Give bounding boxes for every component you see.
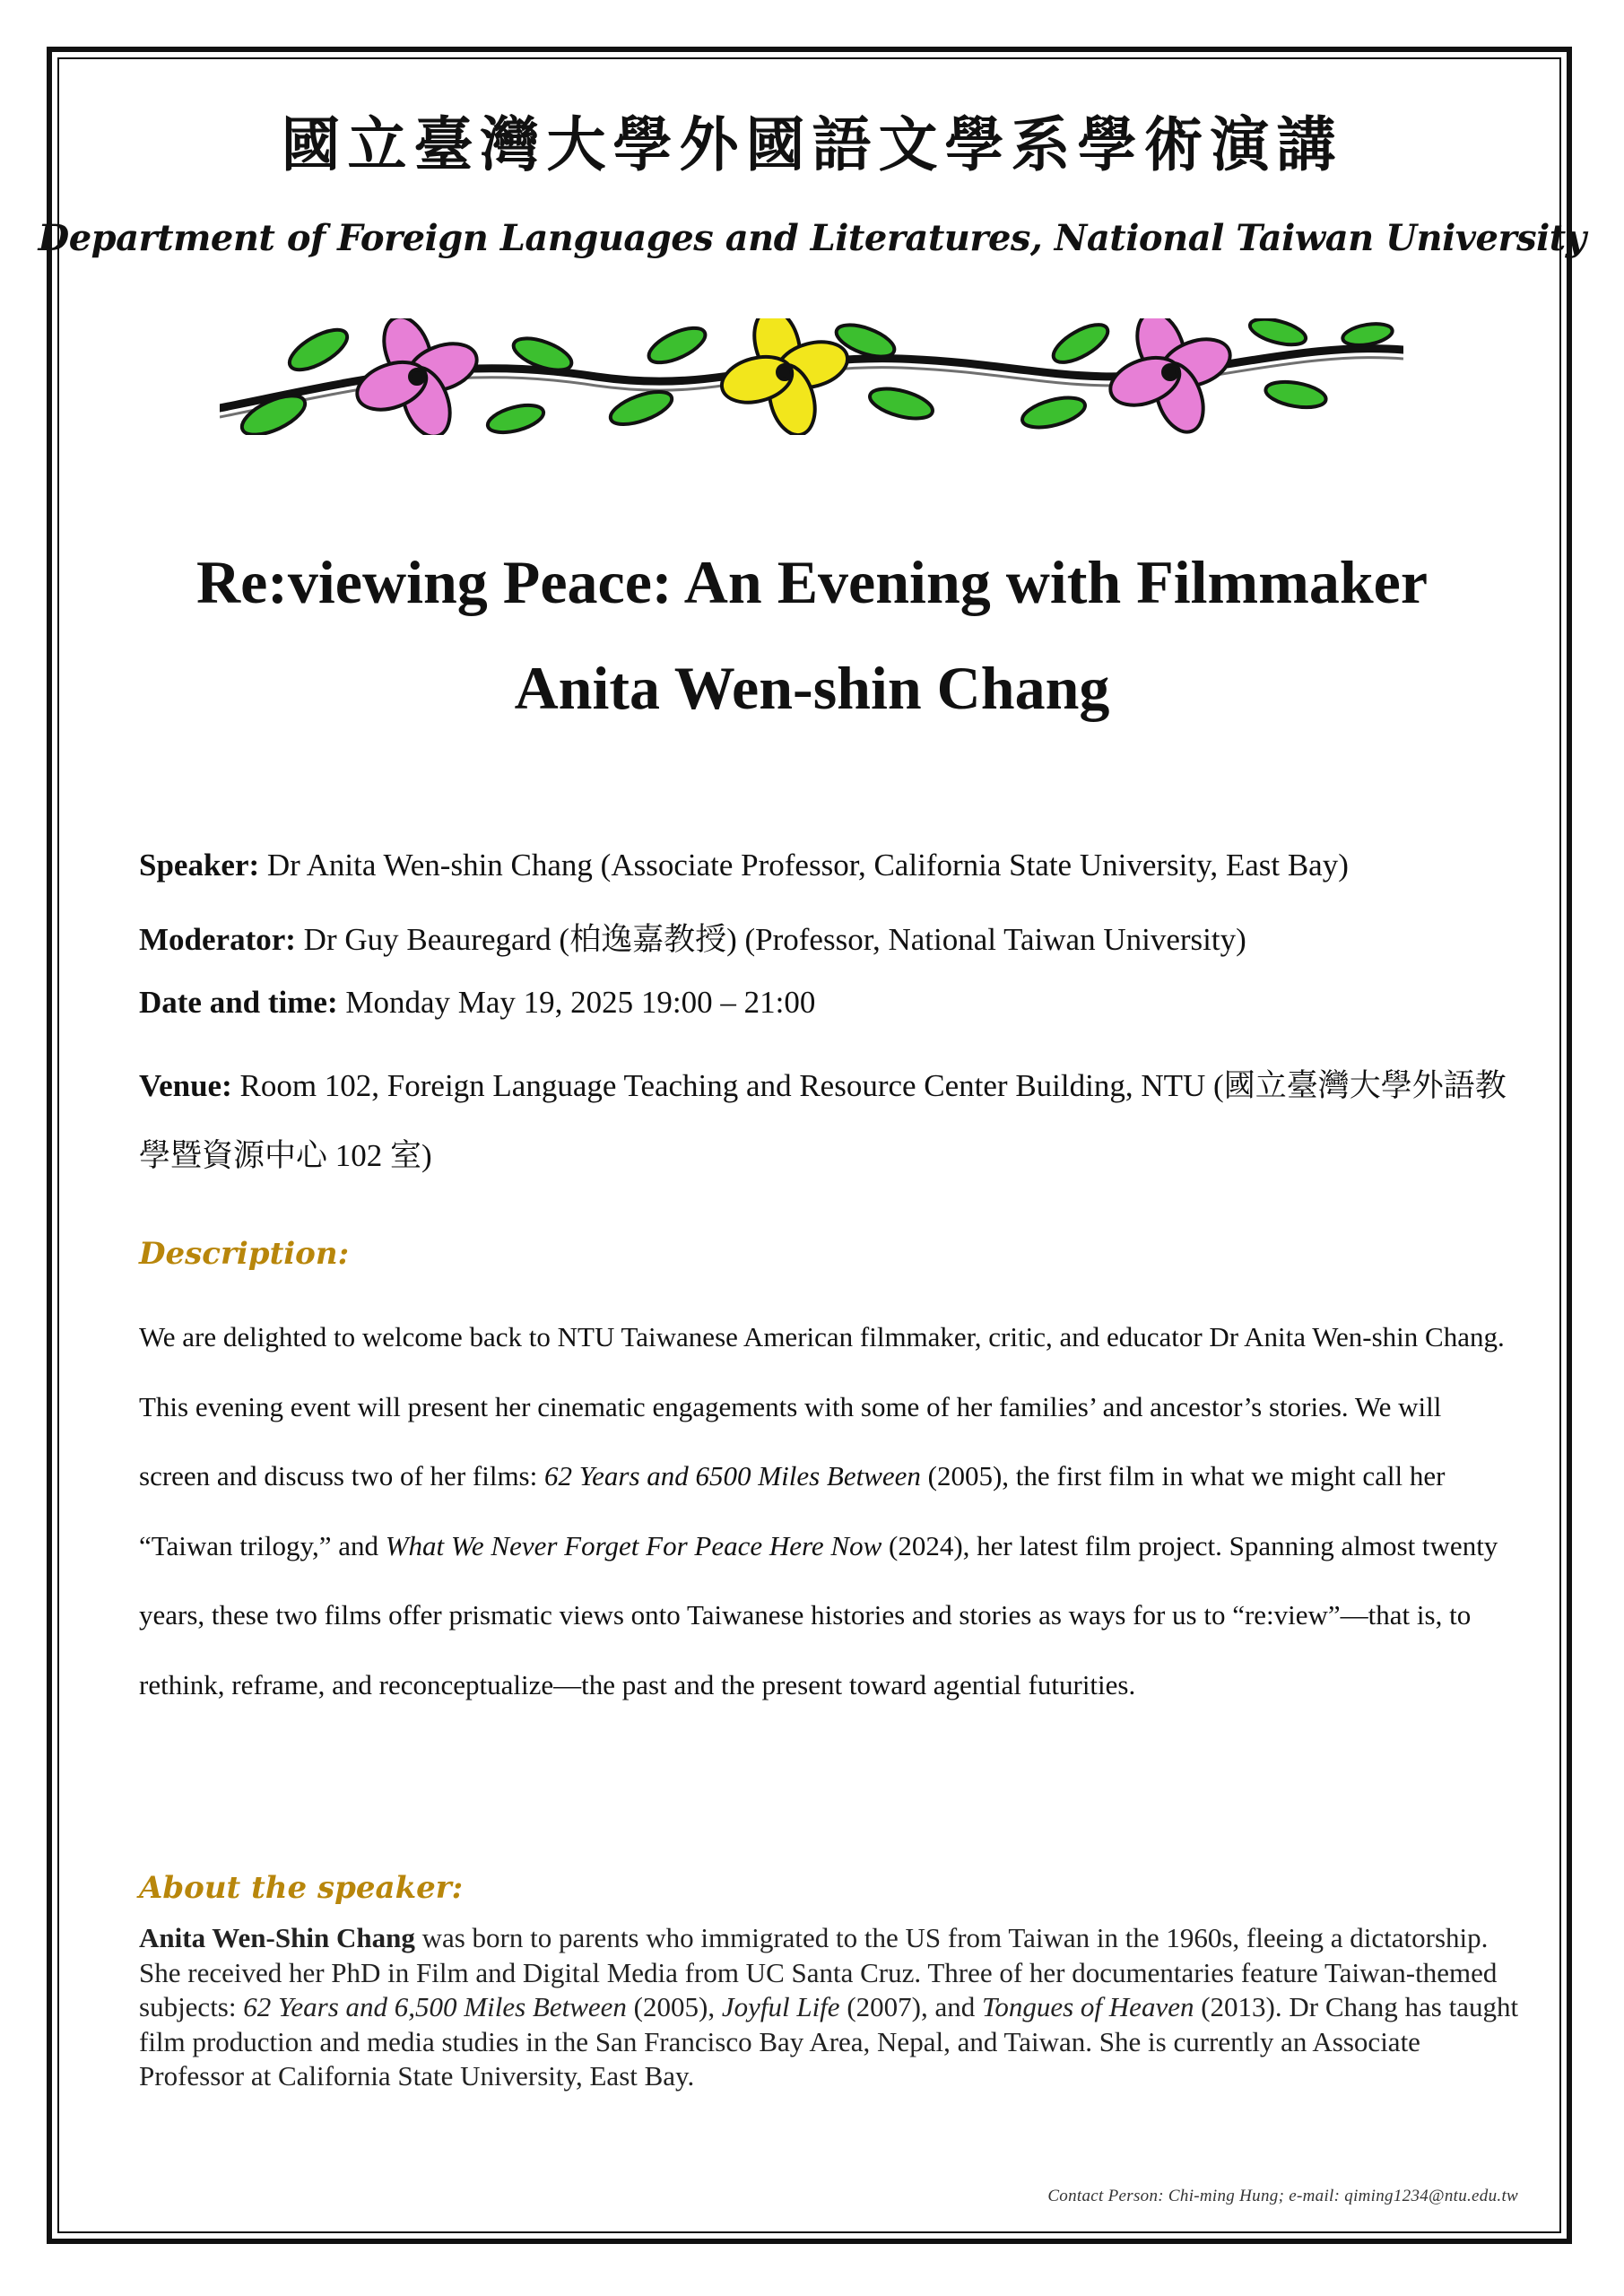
about-part2: (2005), bbox=[626, 1991, 722, 2022]
film-title-1: 62 Years and 6500 Miles Between bbox=[543, 1460, 921, 1492]
about-part3: (2007), and bbox=[839, 1991, 982, 2022]
yellow-flower-center bbox=[716, 318, 853, 435]
date-label: Date and time: bbox=[139, 985, 338, 1020]
pink-flower-right bbox=[1104, 318, 1237, 435]
speaker-value: Dr Anita Wen-shin Chang (Associate Professor, California State University, East Bay) bbox=[259, 848, 1349, 883]
floral-vine-ornament bbox=[220, 318, 1403, 435]
description-part2: (2005), the first film in what we might call her “Taiwan trilogy,” and bbox=[139, 1460, 1446, 1561]
speaker-name: Anita Wen-Shin Chang bbox=[139, 1922, 415, 1953]
description-part1: We are delighted to welcome back to NTU Taiwanese American filmmaker, critic, and educator Dr Anita Wen-shin Chang. This evening event will present her cinematic engagements with some of her families’ and ancestor’s stories. We will screen and discuss two of her films: bbox=[139, 1321, 1505, 1492]
venue-value: Room 102, Foreign Language Teaching and Resource Center Building, NTU (國立臺灣大學外語教學暨資源中心 102 室) bbox=[139, 1068, 1507, 1173]
about-film-1: 62 Years and 6,500 Miles Between bbox=[243, 1991, 627, 2022]
about-film-2: Joyful Life bbox=[721, 1991, 840, 2022]
about-text bbox=[139, 1921, 1520, 2094]
chinese-title: 國立臺灣大學外國語文學系學術演講 bbox=[281, 110, 1343, 179]
speaker-line bbox=[139, 848, 1520, 883]
event-title bbox=[90, 529, 1534, 741]
department-name: Department of Foreign Languages and Literatures, National Taiwan University bbox=[38, 217, 1586, 259]
contact-info: Contact Person: Chi-ming Hung; e-mail: qiming1234@ntu.edu.tw bbox=[1047, 2187, 1518, 2205]
film-title-2: What We Never Forget For Peace Here Now bbox=[385, 1529, 882, 1561]
date-line bbox=[139, 985, 1520, 1021]
moderator-value: Dr Guy Beauregard (柏逸嘉教授) (Professor, National Taiwan University) bbox=[295, 922, 1246, 957]
description-heading: Description: bbox=[139, 1236, 350, 1272]
description-part3: (2024), her latest film project. Spanning almost twenty years, these two films offer prismatic views onto Taiwanese histories and stories as ways for us to “re:view”—that is, to rethink, reframe, and reconceptualize—the past and the present toward agential futurities. bbox=[139, 1529, 1498, 1700]
pink-flower-left bbox=[351, 318, 483, 435]
moderator-label: Moderator: bbox=[139, 922, 296, 957]
event-title-line2: Anita Wen-shin Chang bbox=[514, 654, 1110, 722]
about-film-3: Tongues of Heaven bbox=[981, 1991, 1194, 2022]
speaker-label: Speaker: bbox=[139, 848, 260, 883]
date-value: Monday May 19, 2025 19:00 – 21:00 bbox=[337, 985, 816, 1020]
venue-label: Venue: bbox=[139, 1068, 232, 1103]
moderator-line bbox=[139, 915, 1520, 960]
about-part4: (2013). Dr Chang has taught film production and media studies in the San Francisco Bay Area, Nepal, and Taiwan. She is currently an Associate Professor at California State University, East Bay. bbox=[139, 1991, 1519, 2092]
about-part1: was born to parents who immigrated to the US from Taiwan in the 1960s, fleeing a dictatorship. She received her PhD in Film and Digital Media from UC Santa Cruz. Three of her documentaries feature Taiwan-themed subjects: bbox=[139, 1922, 1498, 2022]
about-heading: About the speaker: bbox=[139, 1870, 464, 1906]
event-title-line1: Re:viewing Peace: An Evening with Filmmaker bbox=[195, 548, 1429, 616]
venue-line bbox=[139, 1051, 1520, 1191]
description-text bbox=[139, 1302, 1511, 1719]
